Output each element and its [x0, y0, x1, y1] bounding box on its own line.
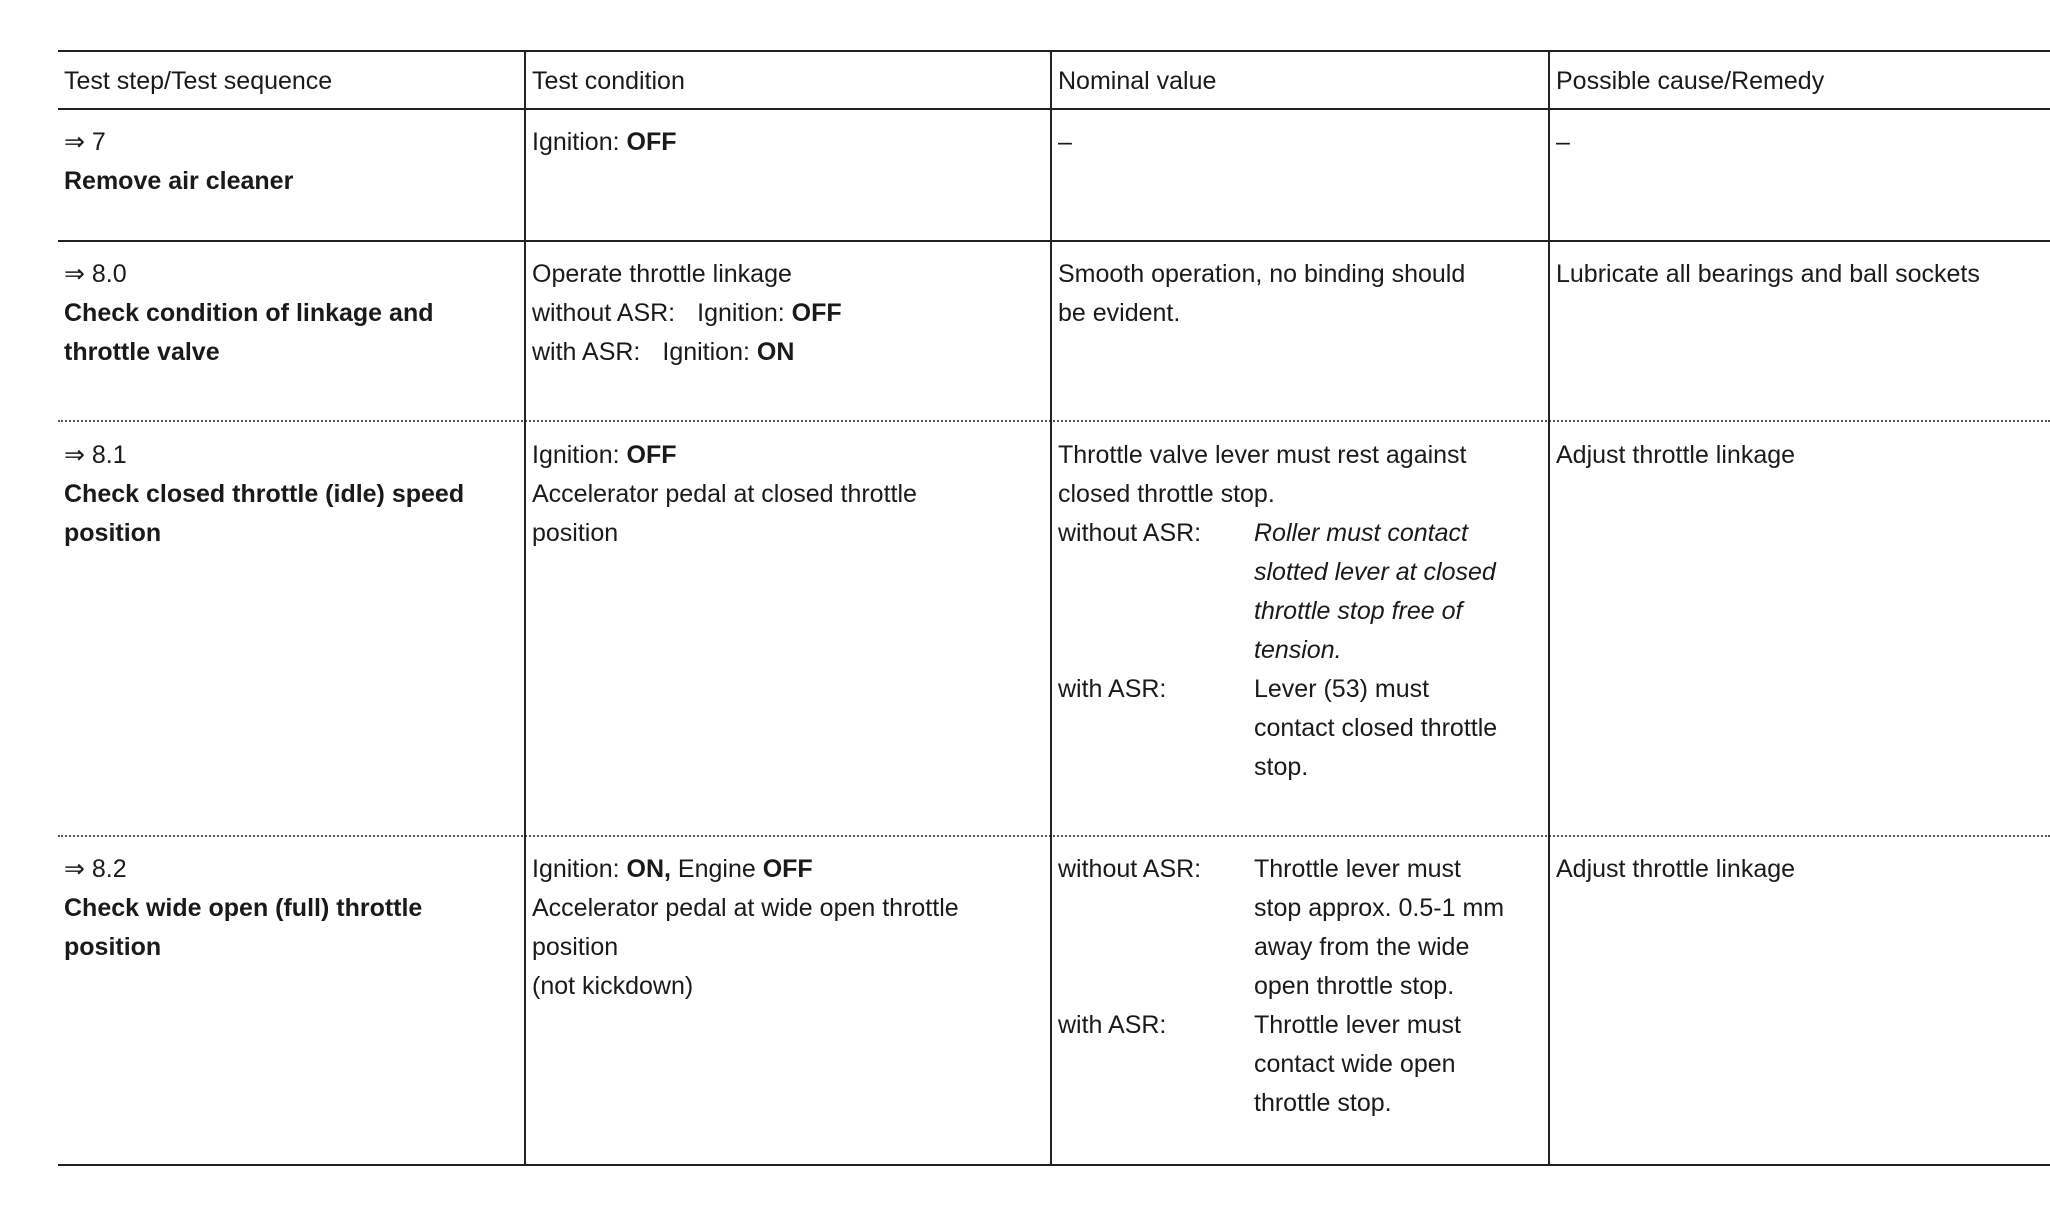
step-title: Check wide open (full) throttle [64, 894, 423, 922]
step-title: Check condition of linkage and [64, 299, 434, 327]
step-title: Check closed throttle (idle) speed [64, 480, 465, 508]
possible-cause: Adjust throttle linkage [1556, 855, 1796, 883]
without-asr-text: Throttle lever must stop approx. 0.5-1 mm away from the wide open throttle stop. [1254, 855, 1505, 1000]
test-condition: Ignition: OFF Accelerator pedal at closed throttle position [532, 441, 917, 547]
header-possible-cause: Possible cause/Remedy [1556, 67, 1825, 95]
without-asr-label: without ASR: [1058, 519, 1202, 547]
nominal-value: Throttle valve lever must rest against closed throttle stop. [1058, 441, 1467, 508]
test-table [58, 50, 2050, 1166]
with-asr-label: with ASR: [1058, 1011, 1167, 1039]
with-asr-text: Lever (53) must contact closed throttle stop. [1254, 675, 1498, 781]
step-number: ⇒ 8.2 [64, 855, 127, 883]
step-title: position [64, 519, 162, 547]
possible-cause: – [1556, 128, 1570, 156]
table-row-step-8-0 [64, 255, 433, 372]
header-test-condition: Test condition [532, 67, 685, 95]
possible-cause: Lubricate all bearings and ball sockets [1556, 260, 1980, 288]
table-row-step-8-1 [64, 436, 464, 553]
with-asr-label: with ASR: [1058, 675, 1167, 703]
column-divider [1548, 50, 1550, 1166]
nominal-value: – [1058, 128, 1072, 156]
without-asr-text: Roller must contact slotted lever at closed throttle stop free of tension. [1254, 519, 1496, 664]
step-number: ⇒ 7 [64, 128, 106, 156]
row-divider [58, 420, 2050, 422]
header-test-step: Test step/Test sequence [64, 67, 333, 95]
step-title: throttle valve [64, 338, 220, 366]
with-asr-text: Throttle lever must contact wide open throttle stop. [1254, 1011, 1462, 1117]
table-row-step-8-2 [64, 850, 422, 967]
step-title: Remove air cleaner [64, 167, 294, 195]
table-bottom-border [58, 1164, 2050, 1166]
step-title: position [64, 933, 162, 961]
column-divider [524, 50, 526, 1166]
without-asr-label: without ASR: [1058, 855, 1202, 883]
test-condition: Operate throttle linkage without ASR: Ignition: OFF with ASR: Ignition: ON [532, 260, 842, 366]
step-number: ⇒ 8.1 [64, 441, 127, 469]
column-divider [1050, 50, 1052, 1166]
table-row-step-7 [64, 123, 293, 201]
test-condition: Ignition: OFF [532, 128, 677, 156]
test-condition: Ignition: ON, Engine OFF Accelerator pedal at wide open throttle position (not kickdown) [532, 855, 959, 1000]
header-bottom-border [58, 108, 2050, 110]
row-divider [58, 240, 2050, 242]
possible-cause: Adjust throttle linkage [1556, 441, 1796, 469]
step-number: ⇒ 8.0 [64, 260, 127, 288]
row-divider [58, 835, 2050, 837]
table-top-border [58, 50, 2050, 52]
nominal-value: Smooth operation, no binding should be evident. [1058, 260, 1466, 327]
header-nominal-value: Nominal value [1058, 67, 1217, 95]
